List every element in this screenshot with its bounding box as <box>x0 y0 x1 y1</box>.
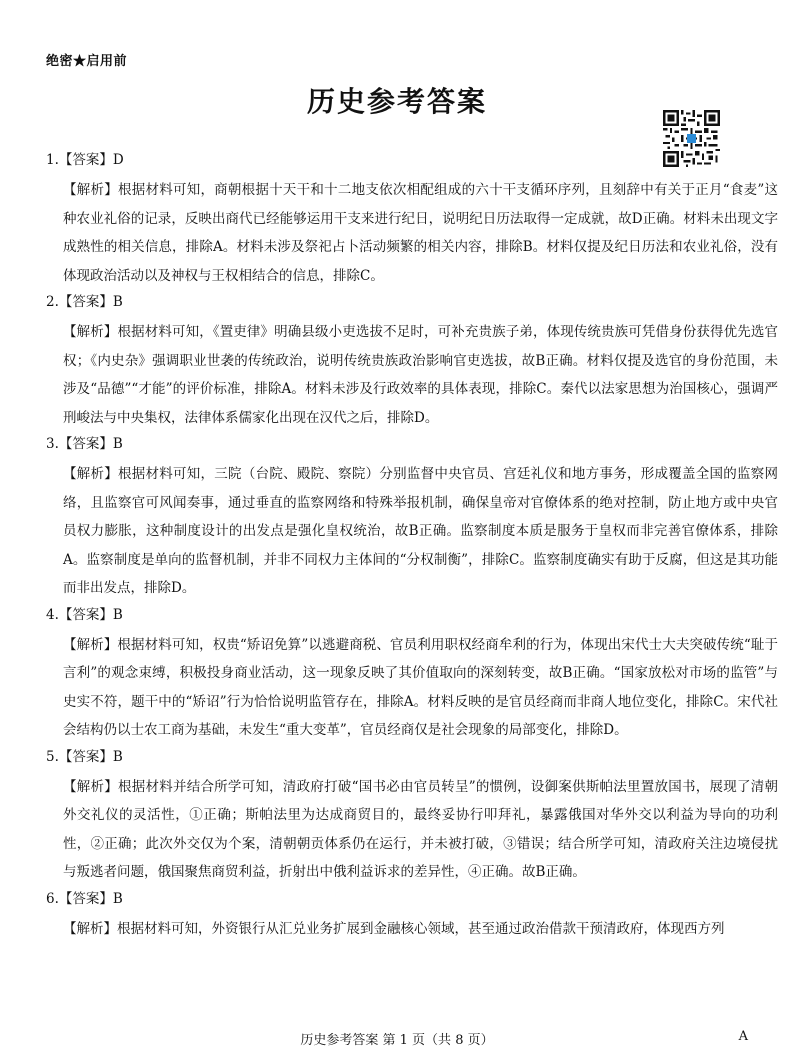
explanation-paragraph: 【解析】根据材料可知，三院（台院、殿院、察院）分别监督中央官员、宫廷礼仪和地方事务，形成覆盖全国的监察网络，且监察官可风闻奏事，通过垂直的监察网络和特殊举报机制，确保皇帝对官僚体系的绝对控制，防止地方或中央官员权力膨胀，这种制度设计的出发点是强化皇权统治，故B正确。监察制度本质是服务于皇权而非完善官僚体系，排除A。监察制度是单向的监督机制，并非不同权力主体间的“分权制衡”，排除C。监察制度确实有助于反腐，但这是其功能而非出发点，排除D。 <box>63 466 778 596</box>
answer-item-5 <box>46 747 778 887</box>
answer-line: 1.【答案】D <box>46 152 124 168</box>
paper-version-label: A <box>738 1029 748 1044</box>
answer-list <box>46 150 778 945</box>
explanation-paragraph: 【解析】根据材料可知，商朝根据十天干和十二地支依次相配组成的六十干支循环序列，且刻辞中有关于正月“食麦”这种农业礼俗的记录，反映出商代已经能够运用干支来进行纪日，说明纪日历法取得一定成就，故D正确。材料未出现文字成熟性的相关信息，排除A。材料未涉及祭祀占卜活动频繁的相关内容，排除B。材料仅提及纪日历法和农业礼俗，没有体现政治活动以及神权与王权相结合的信息，排除C。 <box>63 182 778 284</box>
answer-item-1 <box>46 150 778 290</box>
answer-line: 3.【答案】B <box>46 436 123 452</box>
answer-line: 6.【答案】B <box>46 890 123 907</box>
answer-item-2 <box>46 292 778 432</box>
answer-line: 4.【答案】B <box>46 606 123 623</box>
page-footer: 历史参考答案 第 1 页（共 8 页） <box>300 1033 494 1048</box>
page-title: 历史参考答案 <box>306 85 487 118</box>
confidential-label: 绝密★启用前 <box>46 54 128 69</box>
answer-item-3 <box>46 434 778 603</box>
explanation-paragraph: 【解析】根据材料可知，《置吏律》明确县级小吏选拔不足时，可补充贵族子弟，体现传统贵族可凭借身份获得优先选官权；《内史杂》强调职业世袭的传统政治，说明传统贵族政治影响官吏选拔，故B正确。材料仅提及选官的身份范围，未涉及“品德”“才能”的评价标准，排除A。材料未涉及行政效率的具体表现，排除C。秦代以法家思想为治国核心，强调严刑峻法与中央集权，法律体系儒家化出现在汉代之后，排除D。 <box>63 324 778 426</box>
explanation-paragraph: 【解析】根据材料可知，外资银行从汇兑业务扩展到金融核心领域，甚至通过政治借款干预清政府，体现西方列 <box>63 920 725 937</box>
answer-item-6 <box>46 889 778 944</box>
explanation-paragraph: 【解析】根据材料并结合所学可知，清政府打破“国书必由官员转呈”的惯例，设御案供斯帕法里置放国书，展现了清朝外交礼仪的灵活性，①正确；斯帕法里为达成商贸目的，最终妥协行叩拜礼，暴露俄国对华外交以利益为导向的功利性，②正确；此次外交仅为个案，清朝朝贡体系仍在运行，并未被打破，③错误；结合所学可知，清政府关注边境侵扰与叛逃者问题，俄国聚焦商贸利益，折射出中俄利益诉求的差异性，④正确。故B正确。 <box>63 778 778 880</box>
answer-item-4 <box>46 605 778 745</box>
explanation-paragraph: 【解析】根据材料可知，权贵“矫诏免算”以逃避商税、官员利用职权经商牟利的行为，体现出宋代士大夫突破传统“耻于言利”的观念束缚，积极投身商业活动，这一现象反映了其价值取向的深刻转变，故B正确。“国家放松对市场的监管”与史实不符，题干中的“矫诏”行为恰恰说明监管存在，排除A。材料反映的是官员经商而非商人地位变化，排除C。宋代社会结构仍以士农工商为基础，未发生“重大变革”，官员经商仅是社会现象的局部变化，排除D。 <box>63 636 778 738</box>
answer-line: 2.【答案】B <box>46 294 123 310</box>
answer-line: 5.【答案】B <box>46 748 123 765</box>
